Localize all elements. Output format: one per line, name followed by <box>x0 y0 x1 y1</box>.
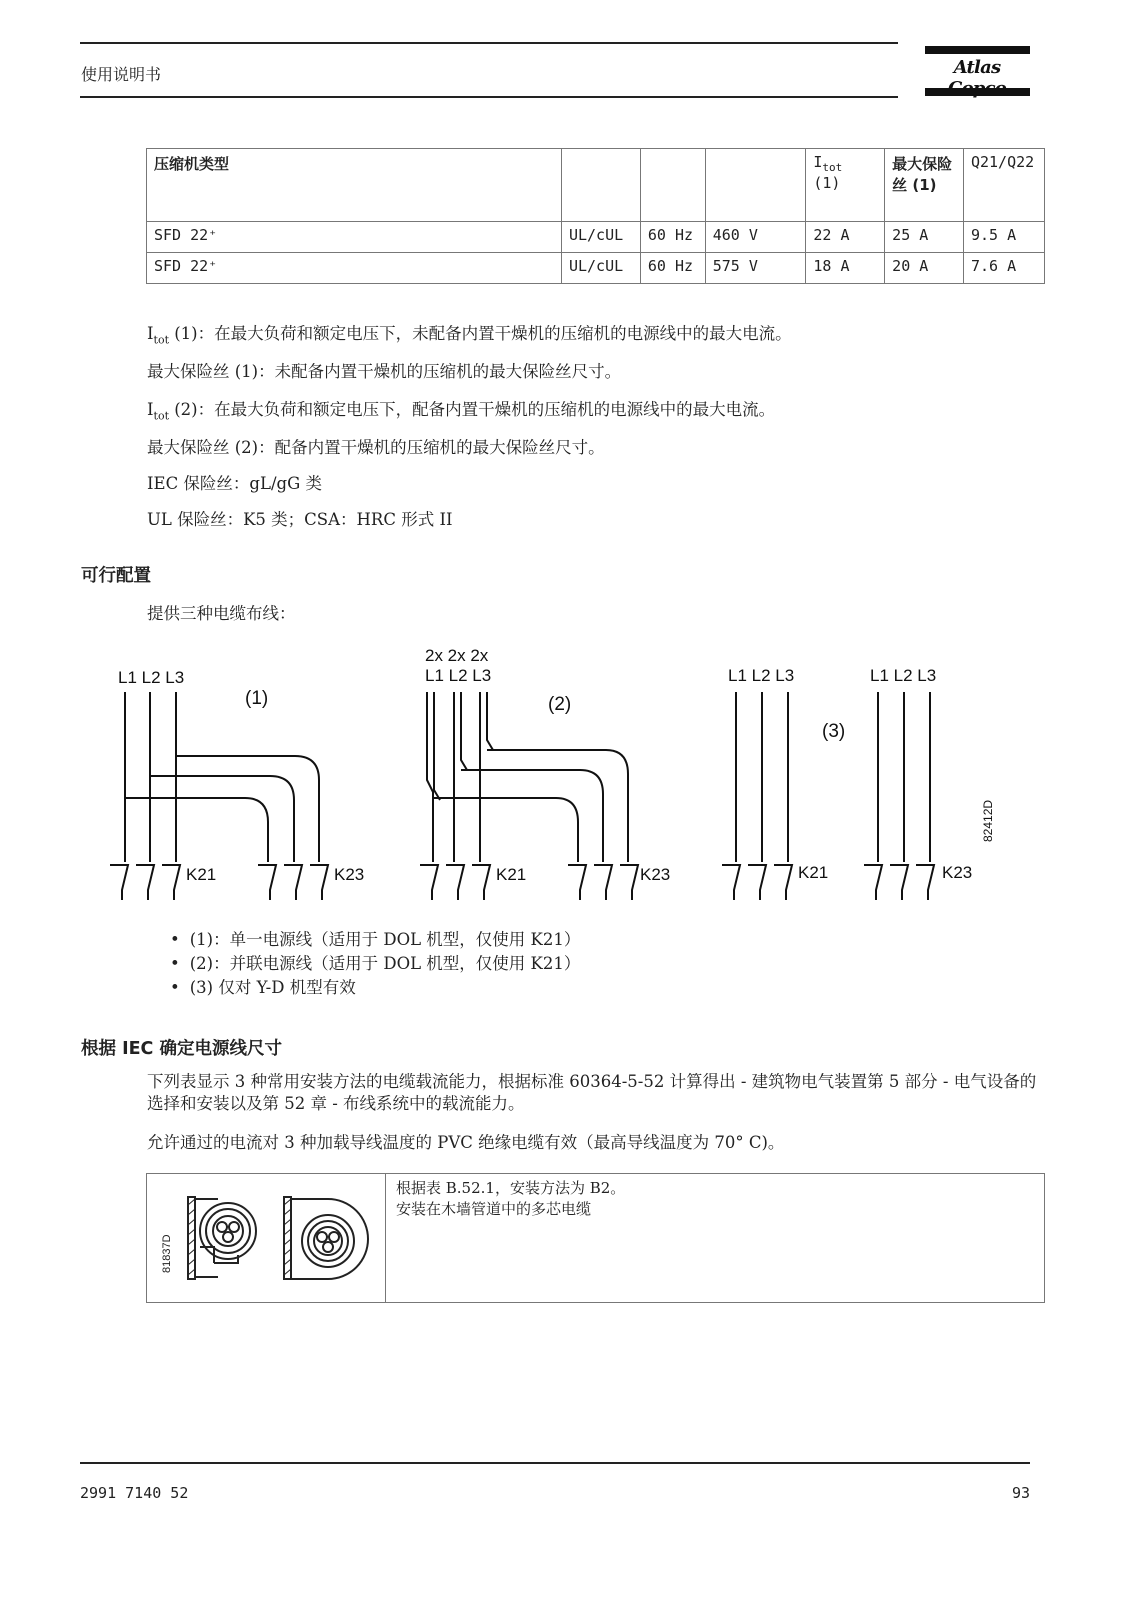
header-bottom-rule <box>80 96 898 98</box>
config-1-label: (1) <box>245 688 269 709</box>
figure-ref-code: 81837D <box>161 1234 173 1273</box>
parallel-label: 2x 2x 2x <box>425 646 489 665</box>
cell-voltage: 460 V <box>705 222 806 253</box>
document-number: 2991 7140 52 <box>80 1484 189 1502</box>
cell-q21-q22: 7.6 A <box>963 253 1044 284</box>
phase-label: L1 L2 L3 <box>728 666 795 685</box>
cell-type: SFD 22⁺ <box>147 253 562 284</box>
k21-label: K21 <box>798 863 829 882</box>
config-1-diagram <box>110 668 364 900</box>
list-item: • (3) 仅对 Y-D 机型有效 <box>170 976 580 1000</box>
list-item: • (2)：并联电源线（适用于 DOL 机型，仅使用 K21） <box>170 952 580 976</box>
cable-description-cell <box>386 1174 1045 1303</box>
page-number: 93 <box>1011 1484 1030 1502</box>
header-blank <box>705 149 806 222</box>
header-blank <box>561 149 640 222</box>
config-2-diagram <box>420 646 670 900</box>
config-3-label: (3) <box>822 721 846 742</box>
table-row <box>147 253 1045 284</box>
note-itot-2: $I_{tot}$ (2)：在最大负荷和额定电压下，配备内置干燥机的压缩机的电源线中的最大电流。 <box>147 400 776 423</box>
note-max-fuse-1: 最大保险丝 (1)：未配备内置干燥机的压缩机的最大保险丝尺寸。 <box>147 362 622 381</box>
section-intro: 提供三种电缆布线： <box>147 604 296 623</box>
config-2-label: (2) <box>548 694 572 715</box>
phase-label: L1 L2 L3 <box>870 666 937 685</box>
iec-paragraph-1: 下列表显示 3 种常用安装方法的电缆载流能力，根据标准 60364-5-52 计算得出 - 建筑物电气装置第 5 部分 - 电气设备的选择和安装以及第 52 章 - 布线系统中的载流能力。 <box>147 1072 1037 1113</box>
cable-figure-cell <box>147 1174 386 1303</box>
contactor-k21 <box>110 865 216 900</box>
header-blank <box>640 149 705 222</box>
cell-frequency: 60 Hz <box>640 222 705 253</box>
k21-label: K21 <box>186 865 217 884</box>
wall-hatch-right <box>284 1197 291 1279</box>
cable-installation-figure <box>148 1175 384 1297</box>
cell-itot: 22 A <box>806 222 885 253</box>
cable-method-line: 根据表 B.52.1，安装方法为 B2。 <box>396 1179 626 1197</box>
phase-label: L1 L2 L3 <box>118 668 185 687</box>
cable-method-table <box>146 1173 1045 1303</box>
cell-voltage: 575 V <box>705 253 806 284</box>
contactor-k23 <box>864 863 972 900</box>
cell-frequency: 60 Hz <box>640 253 705 284</box>
contactor-k23 <box>568 865 670 900</box>
cell-max-fuse: 25 A <box>885 222 964 253</box>
note-ul-fuse: UL 保险丝：K5 类；CSA：HRC 形式 II <box>147 510 453 529</box>
phase-label: L1 L2 L3 <box>425 666 492 685</box>
document-title: 使用说明书 <box>81 65 162 84</box>
compressor-spec-table <box>146 148 1045 284</box>
cell-type: SFD 22⁺ <box>147 222 562 253</box>
wiring-diagram <box>0 640 1131 910</box>
contactor-k21 <box>722 863 828 900</box>
contactor-k23 <box>258 865 364 900</box>
note-iec-fuse: IEC 保险丝：gL/gG 类 <box>147 474 322 493</box>
k23-label: K23 <box>942 863 973 882</box>
iec-paragraph-2: 允许通过的电流对 3 种加载导线温度的 PVC 绝缘电缆有效（最高导线温度为 70° C)。 <box>147 1133 785 1152</box>
k23-label: K23 <box>640 865 671 884</box>
config-bullet-list <box>170 928 580 1000</box>
table-header-row <box>147 149 1045 222</box>
contactor-k21 <box>420 865 526 900</box>
table-row <box>147 222 1045 253</box>
section-heading-configurations: 可行配置 <box>81 566 151 586</box>
footer-rule <box>80 1462 1030 1464</box>
config-3-diagram <box>722 666 995 900</box>
list-item: • (1)：单一电源线（适用于 DOL 机型，仅使用 K21） <box>170 928 580 952</box>
header-itot: $I_{tot}$ (1) <box>806 149 885 222</box>
note-max-fuse-2: 最大保险丝 (2)：配备内置干燥机的压缩机的最大保险丝尺寸。 <box>147 438 605 457</box>
header-q21-q22: Q21/Q22 <box>963 149 1044 222</box>
header-max-fuse: 最大保险丝 (1) <box>885 149 964 222</box>
cable-description-line: 安装在木墙管道中的多芯电缆 <box>396 1200 592 1218</box>
cell-approval: UL/cUL <box>561 222 640 253</box>
figure-ref-code: 82412D <box>981 799 995 842</box>
header-top-rule <box>80 42 898 44</box>
k23-label: K23 <box>334 865 365 884</box>
wall-hatch-left <box>188 1197 195 1279</box>
k21-label: K21 <box>496 865 527 884</box>
table-row <box>147 1174 1045 1303</box>
cell-max-fuse: 20 A <box>885 253 964 284</box>
header-compressor-type: 压缩机类型 <box>147 149 562 222</box>
cell-q21-q22: 9.5 A <box>963 222 1044 253</box>
cell-itot: 18 A <box>806 253 885 284</box>
section-heading-iec: 根据 IEC 确定电源线尺寸 <box>81 1039 282 1059</box>
logo-text: Atlas <box>953 57 1001 78</box>
cell-approval: UL/cUL <box>561 253 640 284</box>
note-itot-1: $I_{tot}$ (1)：在最大负荷和额定电压下，未配备内置干燥机的压缩机的电源线中的最大电流。 <box>147 324 792 347</box>
